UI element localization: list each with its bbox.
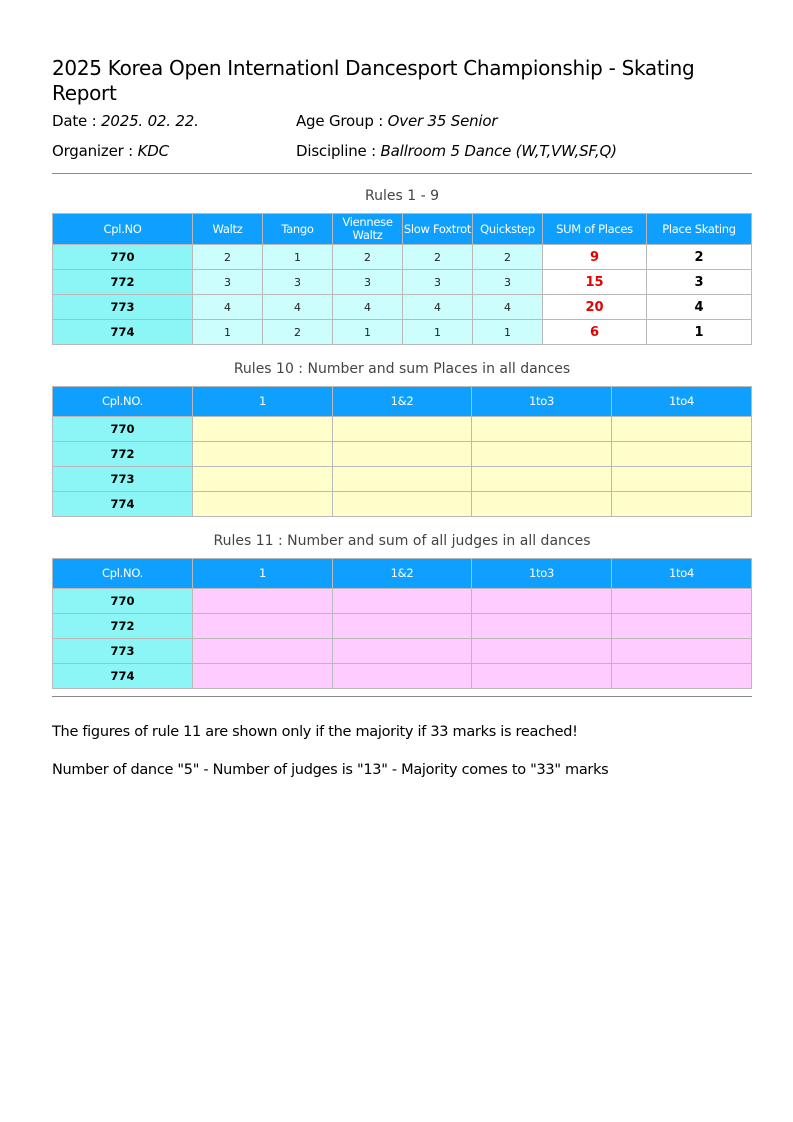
header-cell: 1&2 xyxy=(333,559,472,589)
empty-cell xyxy=(193,417,333,442)
empty-cell xyxy=(333,664,472,689)
empty-cell xyxy=(472,589,612,614)
empty-cell xyxy=(193,442,333,467)
rules1-caption: Rules 1 - 9 xyxy=(365,188,439,204)
quickstep-place: 1 xyxy=(473,320,543,345)
waltz-place: 2 xyxy=(193,245,263,270)
empty-cell xyxy=(472,614,612,639)
header-cell: Cpl.NO. xyxy=(53,559,193,589)
rules10-header-row xyxy=(53,387,752,417)
slow-foxtrot-place: 4 xyxy=(403,295,473,320)
header-cell: 1 xyxy=(193,559,333,589)
quickstep-place: 4 xyxy=(473,295,543,320)
couple-number: 774 xyxy=(53,320,193,345)
empty-cell xyxy=(333,492,472,517)
header-cell: Cpl.NO xyxy=(53,214,193,245)
empty-cell xyxy=(472,417,612,442)
header-cell: 1to3 xyxy=(472,387,612,417)
discipline-label: Discipline : xyxy=(296,142,376,160)
couple-number: 774 xyxy=(53,492,193,517)
table-row xyxy=(53,639,752,664)
place-skating: 2 xyxy=(647,245,752,270)
table-row xyxy=(53,589,752,614)
header-cell: 1 xyxy=(193,387,333,417)
tango-place: 3 xyxy=(263,270,333,295)
table-row xyxy=(53,442,752,467)
waltz-place: 4 xyxy=(193,295,263,320)
place-skating: 3 xyxy=(647,270,752,295)
viennese-waltz-place: 2 xyxy=(333,245,403,270)
empty-cell xyxy=(612,442,752,467)
empty-cell xyxy=(193,589,333,614)
rules11-header-row xyxy=(53,559,752,589)
empty-cell xyxy=(612,589,752,614)
table-row xyxy=(53,295,752,320)
majority-note: The figures of rule 11 are shown only if the majority if 33 marks is reached! xyxy=(52,724,578,740)
rules10-caption: Rules 10 : Number and sum Places in all dances xyxy=(233,361,571,377)
empty-cell xyxy=(612,664,752,689)
couple-number: 773 xyxy=(53,295,193,320)
table-row xyxy=(53,492,752,517)
header-cell: Viennese Waltz xyxy=(333,214,403,245)
discipline-value: Ballroom 5 Dance (W,T,VW,SF,Q) xyxy=(380,142,617,160)
table-row xyxy=(53,664,752,689)
viennese-waltz-place: 1 xyxy=(333,320,403,345)
header-cell: Slow Foxtrot xyxy=(403,214,473,245)
couple-number: 772 xyxy=(53,614,193,639)
date-label: Date : xyxy=(52,112,97,130)
header-cell: Tango xyxy=(263,214,333,245)
slow-foxtrot-place: 1 xyxy=(403,320,473,345)
table-row xyxy=(53,245,752,270)
couple-number: 773 xyxy=(53,639,193,664)
empty-cell xyxy=(612,614,752,639)
sum-of-places: 9 xyxy=(543,245,647,270)
age-group-label: Age Group : xyxy=(296,112,384,130)
rules11-table xyxy=(52,558,752,689)
header-cell: Place Skating xyxy=(647,214,752,245)
rules1-table xyxy=(52,213,752,345)
waltz-place: 3 xyxy=(193,270,263,295)
sum-of-places: 6 xyxy=(543,320,647,345)
organizer-field xyxy=(52,142,169,160)
rules11-caption: Rules 11 : Number and sum of all judges in all dances xyxy=(213,533,591,549)
date-field xyxy=(52,112,199,130)
empty-cell xyxy=(333,467,472,492)
empty-cell xyxy=(333,589,472,614)
empty-cell xyxy=(333,417,472,442)
top-divider xyxy=(52,173,752,174)
couple-number: 774 xyxy=(53,664,193,689)
sum-of-places: 20 xyxy=(543,295,647,320)
quickstep-place: 2 xyxy=(473,245,543,270)
sum-of-places: 15 xyxy=(543,270,647,295)
header-cell: 1to4 xyxy=(612,559,752,589)
table-row xyxy=(53,417,752,442)
table-row xyxy=(53,614,752,639)
table-row xyxy=(53,270,752,295)
empty-cell xyxy=(612,467,752,492)
place-skating: 1 xyxy=(647,320,752,345)
couple-number: 770 xyxy=(53,417,193,442)
empty-cell xyxy=(193,614,333,639)
empty-cell xyxy=(472,492,612,517)
tango-place: 1 xyxy=(263,245,333,270)
empty-cell xyxy=(193,639,333,664)
header-cell: 1to4 xyxy=(612,387,752,417)
header-cell: SUM of Places xyxy=(543,214,647,245)
empty-cell xyxy=(612,639,752,664)
empty-cell xyxy=(333,614,472,639)
couple-number: 770 xyxy=(53,245,193,270)
empty-cell xyxy=(472,664,612,689)
header-cell: Waltz xyxy=(193,214,263,245)
empty-cell xyxy=(472,442,612,467)
age-group-value: Over 35 Senior xyxy=(387,112,498,130)
organizer-value: KDC xyxy=(137,142,169,160)
header-cell: Cpl.NO. xyxy=(53,387,193,417)
couple-number: 773 xyxy=(53,467,193,492)
header-cell: 1to3 xyxy=(472,559,612,589)
empty-cell xyxy=(333,639,472,664)
bottom-divider xyxy=(52,696,752,697)
rules1-header-row xyxy=(53,214,752,245)
couple-number: 772 xyxy=(53,442,193,467)
place-skating: 4 xyxy=(647,295,752,320)
empty-cell xyxy=(612,492,752,517)
table-row xyxy=(53,320,752,345)
couple-number: 770 xyxy=(53,589,193,614)
report-title: 2025 Korea Open Internationl Dancesport Championship - Skating Report xyxy=(52,56,695,105)
header-cell: Quickstep xyxy=(473,214,543,245)
rules10-table xyxy=(52,386,752,517)
waltz-place: 1 xyxy=(193,320,263,345)
slow-foxtrot-place: 3 xyxy=(403,270,473,295)
table-row xyxy=(53,467,752,492)
organizer-label: Organizer : xyxy=(52,142,133,160)
date-value: 2025. 02. 22. xyxy=(101,112,199,130)
empty-cell xyxy=(193,492,333,517)
empty-cell xyxy=(472,639,612,664)
viennese-waltz-place: 4 xyxy=(333,295,403,320)
header-cell: 1&2 xyxy=(333,387,472,417)
judges-note: Number of dance "5" - Number of judges is "13" - Majority comes to "33" marks xyxy=(52,762,609,778)
empty-cell xyxy=(193,467,333,492)
slow-foxtrot-place: 2 xyxy=(403,245,473,270)
viennese-waltz-place: 3 xyxy=(333,270,403,295)
couple-number: 772 xyxy=(53,270,193,295)
empty-cell xyxy=(193,664,333,689)
quickstep-place: 3 xyxy=(473,270,543,295)
age-group-field xyxy=(296,112,497,130)
empty-cell xyxy=(333,442,472,467)
tango-place: 2 xyxy=(263,320,333,345)
empty-cell xyxy=(472,467,612,492)
tango-place: 4 xyxy=(263,295,333,320)
discipline-field xyxy=(296,142,617,160)
empty-cell xyxy=(612,417,752,442)
